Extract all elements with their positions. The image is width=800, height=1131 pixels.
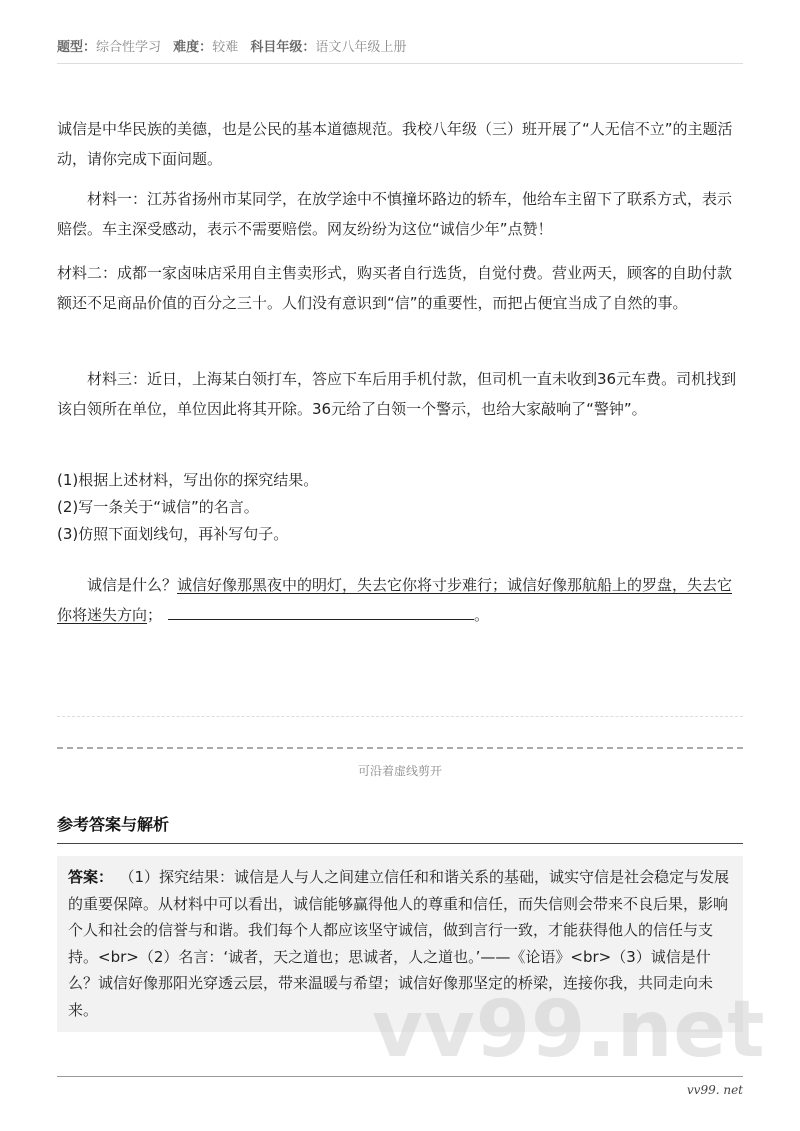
imitation-separator: ；: [147, 606, 163, 624]
answer-box: [57, 856, 743, 1032]
answer-label: 答案：: [68, 868, 114, 886]
subject-label: 科目年级：: [250, 40, 316, 55]
cut-line-label: 可沿着虚线剪开: [357, 764, 442, 778]
difficulty-value: 较难: [212, 40, 239, 55]
subquestion-1: (1)根据上述材料，写出你的探究结果。: [57, 471, 319, 489]
material-two: 材料二：成都一家卤味店采用自主售卖形式，购买者自行选货，自觉付费。营业两天，顾客的自助付款额还不足商品价值的百分之三十。人们没有意识到“信”的重要性，而把占便宜当成了自然的事。: [57, 264, 733, 312]
answer-text: （1）探究结果：诚信是人与人之间建立信任和和谐关系的基础，诚实守信是社会稳定与发展的重要保障。从材料中可以看出，诚信能够赢得他人的尊重和信任，而失信则会带来不良后果，影响个人和社会的信誉与和谐。我们每个人都应该坚守诚信，做到言行一致，才能获得他人的信任与支持。<br>（2）名言：‘诚者，天之道也；思诚者，人之道也。’——《论语》<br>（3）诚信是什么？诚信好像那阳光穿透云层，带来温暖与希望；诚信好像那坚定的桥梁，连接你我，共同走向未来。: [68, 868, 730, 1019]
imitation-prefix: 诚信是什么？: [87, 576, 178, 594]
question-intro: 诚信是中华民族的美德，也是公民的基本道德规范。我校八年级（三）班开展了“人无信不立”的主题活动，请你完成下面问题。: [57, 120, 733, 168]
answer-blank[interactable]: [168, 601, 474, 620]
subject-value: 语文八年级上册: [315, 40, 407, 55]
subquestion-list: [57, 467, 743, 548]
faint-dashed-divider: [57, 716, 743, 717]
imitation-underlined: 诚信好像那黑夜中的明灯，失去它你将寸步难行；诚信好像那航船上的罗盘，失去它你将迷失方向: [57, 576, 733, 624]
material-one: 材料一：江苏省扬州市某同学，在放学途中不慎撞坏路边的轿车，他给车主留下了联系方式，表示赔偿。车主深受感动，表示不需要赔偿。网友纷纷为这位“诚信少年”点赞！: [57, 190, 733, 238]
footer-brand: vv99. net: [686, 1083, 743, 1097]
type-label: 题型：: [57, 40, 97, 55]
subquestion-2: (2)写一条关于“诚信”的名言。: [57, 498, 259, 516]
footer-divider: [57, 1076, 743, 1077]
question-meta-bar: [57, 36, 743, 64]
answer-section-title: 参考答案与解析: [57, 812, 743, 844]
subquestion-3: (3)仿照下面划线句，再补写句子。: [57, 525, 289, 543]
difficulty-label: 难度：: [173, 40, 213, 55]
imitation-sentence: [57, 570, 743, 630]
watermark: vv99.net: [372, 985, 766, 1075]
cut-dashed-line: [57, 747, 743, 749]
imitation-suffix: 。: [474, 606, 490, 624]
material-three: 材料三：近日，上海某白领打车，答应下车后用手机付款，但司机一直未收到36元车费。司机找到该白领所在单位，单位因此将其开除。36元给了白领一个警示，也给大家敲响了“警钟”。: [57, 370, 737, 418]
type-value: 综合性学习: [96, 40, 162, 55]
